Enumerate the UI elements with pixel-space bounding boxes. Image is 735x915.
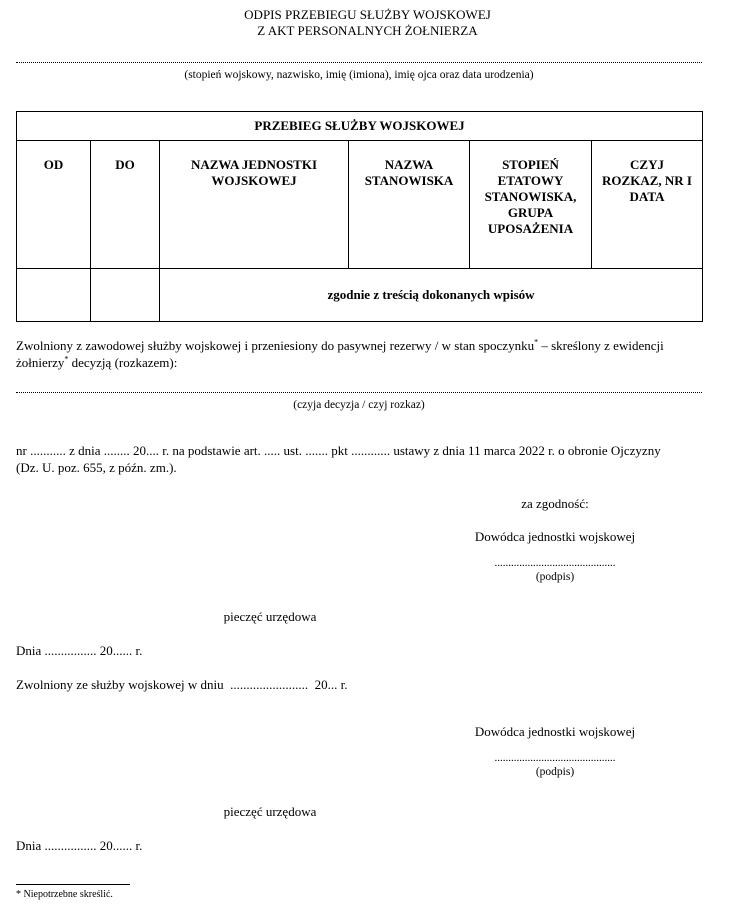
decision-caption: (czyja decyzja / czyj rozkaz) xyxy=(293,399,425,411)
signature-block-1 xyxy=(455,529,655,584)
title-line-2: Z AKT PERSONALNYCH ŻOŁNIERZA xyxy=(257,23,478,38)
column-header-from: OD xyxy=(17,141,91,269)
discharge-paragraph xyxy=(16,337,706,371)
soldier-data-caption: (stopień wojskowy, nazwisko, imię (imiona), imię ojca oraz data urodzenia) xyxy=(184,69,534,81)
legal-basis-line-1: nr ........... z dnia ........ 20.... r. na podstawie art. ..... ust. ....... pkt ............ ustawy z dnia 11 marca 2022 r. o obronie Ojczyzny xyxy=(16,443,661,458)
column-header-position-name: NAZWA STANOWISKA xyxy=(349,141,470,269)
date-line-2[interactable]: Dnia ................ 20...... r. xyxy=(16,838,143,853)
signature-block-2 xyxy=(455,724,655,779)
table-body-note: zgodnie z treścią dokonanych wpisów xyxy=(160,269,703,322)
release-date-line[interactable]: Zwolniony ze służby wojskowej w dniu ........................ 20... r. xyxy=(16,677,348,692)
soldier-data-dotted-line[interactable] xyxy=(16,62,702,63)
discharge-text-d: decyzją (rozkazem): xyxy=(68,355,178,370)
column-header-unit-name: NAZWA JEDNOSTKI WOJSKOWEJ xyxy=(160,141,349,269)
decision-dotted-line[interactable] xyxy=(16,392,702,393)
column-header-order: CZYJ ROZKAZ, NR I DATA xyxy=(592,141,703,269)
cell-to[interactable] xyxy=(91,269,160,322)
signature-dotted-line-1[interactable]: ............................................ xyxy=(494,557,616,569)
conformity-label: za zgodność: xyxy=(521,496,589,511)
footnote-text: * Niepotrzebne skreślić. xyxy=(16,889,113,900)
legal-basis xyxy=(16,442,716,476)
footnote-separator xyxy=(16,884,130,885)
footnote-marker-2: * xyxy=(64,354,69,364)
date-line-1[interactable]: Dnia ................ 20...... r. xyxy=(16,643,143,658)
official-stamp-2: pieczęć urzędowa xyxy=(223,804,317,819)
column-header-rank-pay-group: STOPIEŃ ETATOWY STANOWISKA, GRUPA UPOSAŻENIA xyxy=(470,141,592,269)
title-line-1: ODPIS PRZEBIEGU SŁUŻBY WOJSKOWEJ xyxy=(244,7,491,22)
signature-caption-1: (podpis) xyxy=(535,571,575,583)
commander-title-2: Dowódca jednostki wojskowej xyxy=(474,724,636,739)
discharge-text-c: żołnierzy xyxy=(16,355,65,370)
service-history-table xyxy=(16,111,703,322)
footnote-marker-1: * xyxy=(534,337,539,347)
official-stamp-1: pieczęć urzędowa xyxy=(223,609,317,624)
signature-dotted-line-2[interactable]: ............................................ xyxy=(494,752,616,764)
commander-title-1: Dowódca jednostki wojskowej xyxy=(474,529,636,544)
document-title xyxy=(0,7,735,39)
cell-from[interactable] xyxy=(17,269,91,322)
table-caption: PRZEBIEG SŁUŻBY WOJSKOWEJ xyxy=(17,112,703,141)
discharge-text-b: – skreślony z ewidencji xyxy=(538,338,664,353)
signature-caption-2: (podpis) xyxy=(535,766,575,778)
legal-basis-line-2: (Dz. U. poz. 655, z późn. zm.). xyxy=(16,460,177,475)
discharge-text-a: Zwolniony z zawodowej służby wojskowej i przeniesiony do pasywnej rezerwy / w stan spoczynku xyxy=(16,338,535,353)
column-header-to: DO xyxy=(91,141,160,269)
